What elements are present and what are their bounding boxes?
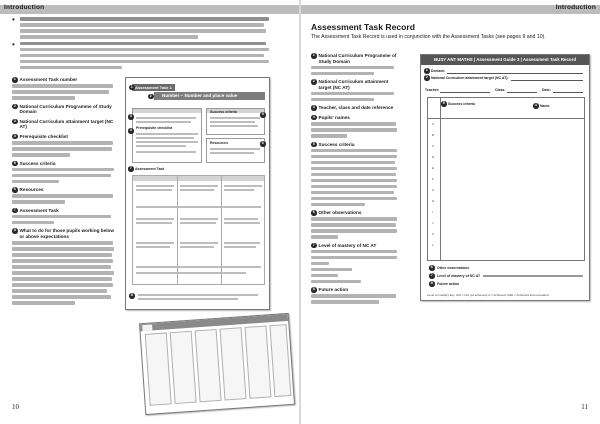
key-number: 8 [312, 287, 315, 292]
resources-heading: Resources [210, 141, 228, 145]
key-number: 6 [312, 210, 315, 215]
intro-text: The Assessment Task Record is used in conjunction with the Assessment Tasks (see pages 9 and 10). [311, 34, 546, 40]
other-observations-label: Other observations [437, 266, 470, 270]
class-label: Class: [495, 88, 506, 92]
key-number: 4 [13, 133, 16, 138]
key-title: National Curriculum attainment target (NC AT) [19, 118, 114, 130]
row-letter: I [432, 210, 433, 214]
key-item [311, 105, 401, 111]
domain-label: Domain: [431, 69, 445, 73]
future-action-label: Future action [437, 282, 460, 286]
key-number: 7 [312, 242, 315, 247]
right-page [301, 0, 600, 424]
key-title: Other observations [318, 210, 362, 216]
assessment-record-sample-sheet [420, 54, 590, 301]
callout-marker: 3 [129, 114, 132, 118]
key-item [311, 142, 401, 207]
resources-box [206, 138, 265, 163]
row-letter: B [432, 133, 435, 137]
key-title: Level of mastery of NC AT [318, 242, 377, 248]
key-number: 1 [13, 77, 16, 81]
callout-marker: 4 [129, 128, 132, 132]
header-label: Introduction [555, 4, 596, 11]
date-label: Date: [542, 88, 551, 92]
key-title: National Curriculum Programme of Study Domain [19, 103, 112, 115]
header-bar [0, 5, 299, 14]
bullet-list [12, 17, 274, 72]
key-item [12, 161, 117, 184]
key-item [12, 104, 117, 115]
success-criteria-label: Success criteria [448, 102, 475, 106]
key-number: 1 [312, 53, 315, 57]
key-title: What to do for those pupils working below or above expectations [19, 228, 115, 239]
bullet-paper-version [12, 17, 274, 39]
bullet-electronic-version [12, 42, 274, 70]
callout-marker: 8 [130, 293, 133, 297]
success-criteria-heading: Success criteria [210, 109, 237, 114]
key-item [12, 134, 117, 157]
key-number: 5 [312, 141, 315, 146]
key-title: Resources [19, 187, 44, 193]
key-item [311, 115, 401, 138]
key-item [12, 228, 117, 304]
assessment-task-heading: Assessment Task [135, 167, 165, 171]
row-letter: F [432, 177, 434, 181]
callout-marker: 6 [430, 265, 433, 269]
key-number: 5 [13, 160, 16, 165]
key-item [311, 79, 401, 101]
key-title: National Curriculum Programme of Study Domain [318, 53, 397, 64]
page-number: 10 [12, 403, 19, 411]
key-number: 8 [13, 228, 16, 233]
key-item [311, 287, 401, 304]
row-letter: E [432, 166, 435, 170]
tracking-sheet-thumbnail [139, 313, 295, 415]
key-item [12, 77, 117, 100]
key-title: National Curriculum attainment target (NC AT) [318, 79, 389, 90]
key-title: Success criteria [19, 160, 56, 166]
key-title: Assessment Task [19, 207, 59, 213]
row-letter: D [432, 155, 435, 159]
key-title: Assessment Task number [19, 77, 78, 82]
task-table [132, 175, 265, 285]
prerequisite-heading: Prerequisite checklist [136, 126, 173, 130]
callout-marker: 7 [129, 166, 132, 170]
key-item [311, 53, 401, 75]
callout-marker: 1 [130, 84, 133, 89]
prerequisite-box [132, 108, 202, 163]
name-label: Name [540, 104, 550, 108]
key-number: 2 [312, 79, 315, 84]
key-title: Future action [318, 287, 349, 293]
record-grid [427, 97, 585, 261]
callout-marker: 1 [425, 68, 428, 72]
left-key-list [12, 77, 117, 309]
key-number: 2 [13, 103, 16, 108]
record-form-title: BUSY ANT MATHS | Assessment Guide 3 | Assessment Task Record [421, 55, 589, 65]
page-number: 11 [581, 403, 588, 411]
page-title: Assessment Task Record [311, 22, 415, 32]
header-label: Introduction [4, 4, 45, 11]
key-number: 3 [312, 105, 315, 110]
ncat-label: National Curriculum attainment target (NC AT): [431, 76, 509, 80]
key-item [12, 187, 117, 204]
row-letter: K [432, 232, 435, 236]
callout-marker: 7 [430, 273, 433, 277]
key-item [12, 119, 117, 130]
mastery-key-line: Level of mastery key: N/A = Not yet achieved; A = Achieved; A&E = Achieved and exceeded [427, 293, 549, 297]
key-title: Prerequisite checklist [19, 133, 68, 139]
task-number-tab: Assessment Task 1 [132, 84, 175, 91]
row-letter: G [432, 188, 435, 192]
callout-marker: 8 [430, 281, 433, 285]
assessment-task-sample-sheet [125, 77, 270, 310]
key-number: 3 [13, 118, 16, 123]
key-number: 7 [13, 207, 16, 212]
key-title: Success criteria [318, 141, 355, 147]
callout-marker: 6 [261, 141, 264, 145]
callout-marker: 5 [261, 112, 264, 116]
row-letter: L [432, 243, 434, 247]
key-title: Teacher, class and date reference [318, 105, 394, 111]
domain-band: Number – Number and place value [154, 92, 265, 100]
callout-marker: 2 [149, 93, 152, 98]
level-of-mastery-label: Level of mastery of NC AT [437, 274, 481, 278]
key-number: 6 [13, 187, 16, 192]
key-item [12, 208, 117, 225]
callout-marker: 4 [534, 103, 537, 107]
success-criteria-box [206, 108, 265, 135]
row-letter: C [432, 144, 435, 148]
callout-marker: 2 [425, 75, 428, 79]
right-key-list [311, 53, 401, 308]
key-number: 4 [312, 114, 315, 119]
key-item [311, 243, 401, 284]
callout-marker: 5 [442, 101, 445, 105]
left-page [0, 0, 299, 424]
teacher-label: Teacher: [425, 88, 440, 92]
key-item [311, 210, 401, 239]
row-letter: J [432, 221, 434, 225]
key-title: Pupils' names [318, 114, 350, 120]
row-letter: A [432, 122, 435, 126]
row-letter: H [432, 199, 435, 203]
